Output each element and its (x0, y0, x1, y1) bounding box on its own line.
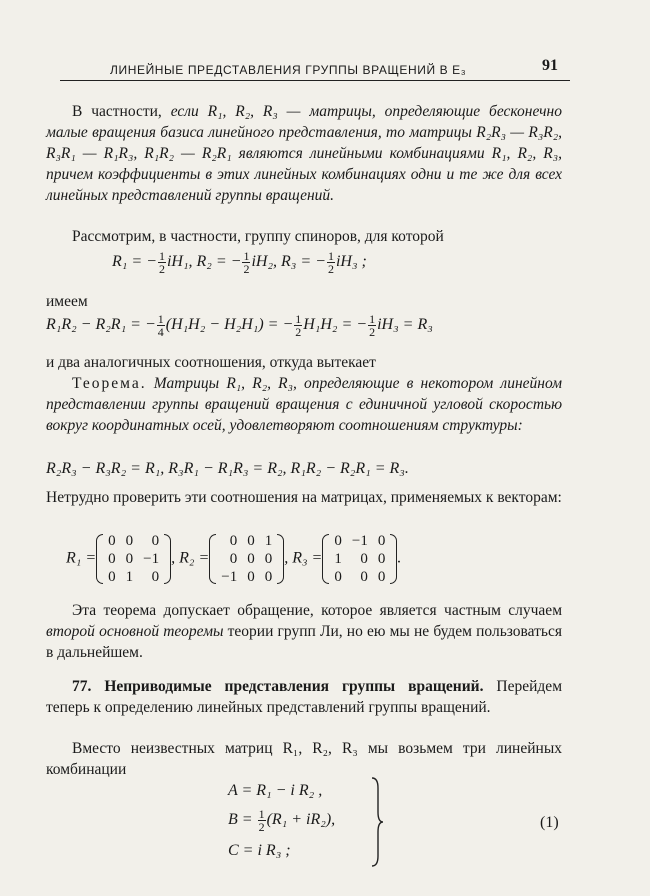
matrix-cell: 0 (229, 551, 238, 567)
equation-b: B = $\frac{1}{2}$ (R₁ + iR₂), (228, 807, 336, 834)
matrix-cell: 0 (360, 551, 368, 567)
paragraph-corollary-text: если R₁, R₂, R₃ — матрицы, определяющие бесконечно малые вращения базиса линейного представления, то матрицы R₂R₃ — R₃R₂, R₃R₁ — R₁R₃, R₁R₂ — R₂R₁ являются линейными комбинациями R₁, R₂, R₃, причем коэффициенты в этих линейных комбинациях одни и те же для всех линейных представлений группы вращений. (46, 103, 562, 204)
header-title: ЛИНЕЙНЫЕ ПРЕДСТАВЛЕНИЯ ГРУППЫ ВРАЩЕНИЙ В E₃ (110, 63, 467, 77)
matrix-r3 (322, 532, 397, 586)
matrix-cell: 0 (247, 551, 255, 567)
matrix-cell: 1 (334, 551, 342, 567)
theorem-block (46, 373, 562, 436)
matrix-cell: 0 (151, 569, 160, 585)
theorem-label: Теорема. (72, 375, 147, 392)
matrix-cell: 0 (360, 569, 368, 585)
matrix-cell: 0 (108, 533, 116, 549)
fraction: $\frac{1}{4}$ (157, 312, 164, 339)
equation-number: (1) (540, 814, 559, 831)
fraction: $\frac{1}{2}$ (327, 249, 334, 276)
matrix-row (329, 550, 390, 568)
matrix-cell: 1 (264, 533, 273, 549)
paragraph-spinors: Рассмотрим, в частности, группу спиноров, для которой (72, 228, 444, 245)
matrix-cell: 0 (377, 533, 386, 549)
matrix-cell: 0 (108, 551, 116, 567)
matrix-cell: −1 (221, 569, 238, 585)
matrix-cell: 0 (264, 551, 273, 567)
paragraph-instead: Вместо неизвестных матриц R₁, R₂, R₃ мы возьмем три линейных комбинации (46, 740, 562, 778)
page-number: 91 (542, 57, 558, 74)
paragraph-follows: и два аналогичных соотношения, откуда вытекает (46, 354, 376, 371)
matrix-cell: 0 (125, 533, 134, 549)
paragraph-corollary (46, 101, 562, 206)
matrix-cell: 0 (334, 569, 342, 585)
matrix-row (103, 532, 164, 550)
running-header (60, 56, 570, 81)
matrix-r2 (209, 532, 284, 586)
matrix-cell: 0 (247, 533, 255, 549)
fraction: $\frac{1}{2}$ (158, 249, 165, 276)
matrix-row (329, 568, 390, 586)
paragraph-corollary-lead: В частности, (72, 103, 171, 120)
matrices-row: R₁ = 0 0 0 0 0 −1 0 1 0 , R₂ = 0 0 1 0 0 0 −1 0 0 , R₃ = 0 −1 0 1 0 0 0 0 0 . (66, 533, 402, 585)
matrix-row (216, 568, 277, 586)
commutator-formula: R₁R₂ − R₂R₁ = − $\frac{1}{4}$ (H₁H₂ − H₂H₁) = − $\frac{1}{2}$ H₁H₂ = − $\frac{1}{2}$ iH₃ = R₃ (46, 312, 433, 339)
matrix-cell: −1 (143, 551, 160, 567)
equation-c: C = i R₃ ; (228, 842, 291, 859)
matrix-cell: −1 (351, 533, 368, 549)
matrix-cell: 1 (125, 569, 134, 585)
matrix-cell: 0 (151, 533, 160, 549)
matrix-r1 (96, 532, 171, 586)
spinor-formula: R₁ = − $\frac{1}{2}$ iH₁, R₂ = − $\frac{1}{2}$ iH₂, R₃ = − $\frac{1}{2}$ iH₃ ; (112, 249, 367, 276)
matrix-row (103, 550, 164, 568)
matrix-row (103, 568, 164, 586)
matrix-cell: 0 (334, 533, 342, 549)
theorem-text: Матрицы R₁, R₂, R₃, определяющие в некотором линейном представлении группы вращений вращения с единичной угловой скоростью вокруг координатных осей, удовлетворяют соотношениям структуры: (46, 375, 563, 434)
section-title: 77. Неприводимые представления группы вращений. (72, 678, 484, 695)
right-brace (370, 776, 384, 868)
fraction: $\frac{1}{2}$ (369, 312, 376, 339)
paragraph-have: имеем (46, 293, 88, 310)
fraction: $\frac{1}{2}$ (258, 807, 265, 834)
fraction: $\frac{1}{2}$ (295, 312, 302, 339)
section-77 (46, 676, 562, 718)
matrix-cell: 0 (229, 533, 238, 549)
paragraph-verify: Нетрудно проверить эти соотношения на матрицах, применяемых к векторам: (46, 489, 562, 506)
paragraph-converse: Эта теорема допускает обращение, которое является частным случаем второй основной теоремы теории групп Ли, но ею мы не будем пользоваться в дальнейшем. (46, 602, 562, 661)
matrix-cell: 0 (377, 569, 386, 585)
matrix-row (216, 532, 277, 550)
matrix-row (216, 550, 277, 568)
matrix-cell: 0 (125, 551, 134, 567)
matrix-row (329, 532, 390, 550)
matrix-cell: 0 (377, 551, 386, 567)
structure-relations: R₂R₃ − R₃R₂ = R₁, R₃R₁ − R₁R₃ = R₂, R₁R₂ − R₂R₁ = R₃. (46, 460, 409, 477)
matrix-cell: 0 (247, 569, 255, 585)
matrix-cell: 0 (264, 569, 273, 585)
equation-a: A = R₁ − i R₂ , (228, 782, 323, 799)
matrix-cell: 0 (108, 569, 116, 585)
section-text: Перейдем теперь к определению линейных представлений группы вращений. (46, 678, 563, 716)
second-theorem-name: второй основной теоремы (46, 623, 224, 640)
fraction: $\frac{1}{2}$ (243, 249, 250, 276)
